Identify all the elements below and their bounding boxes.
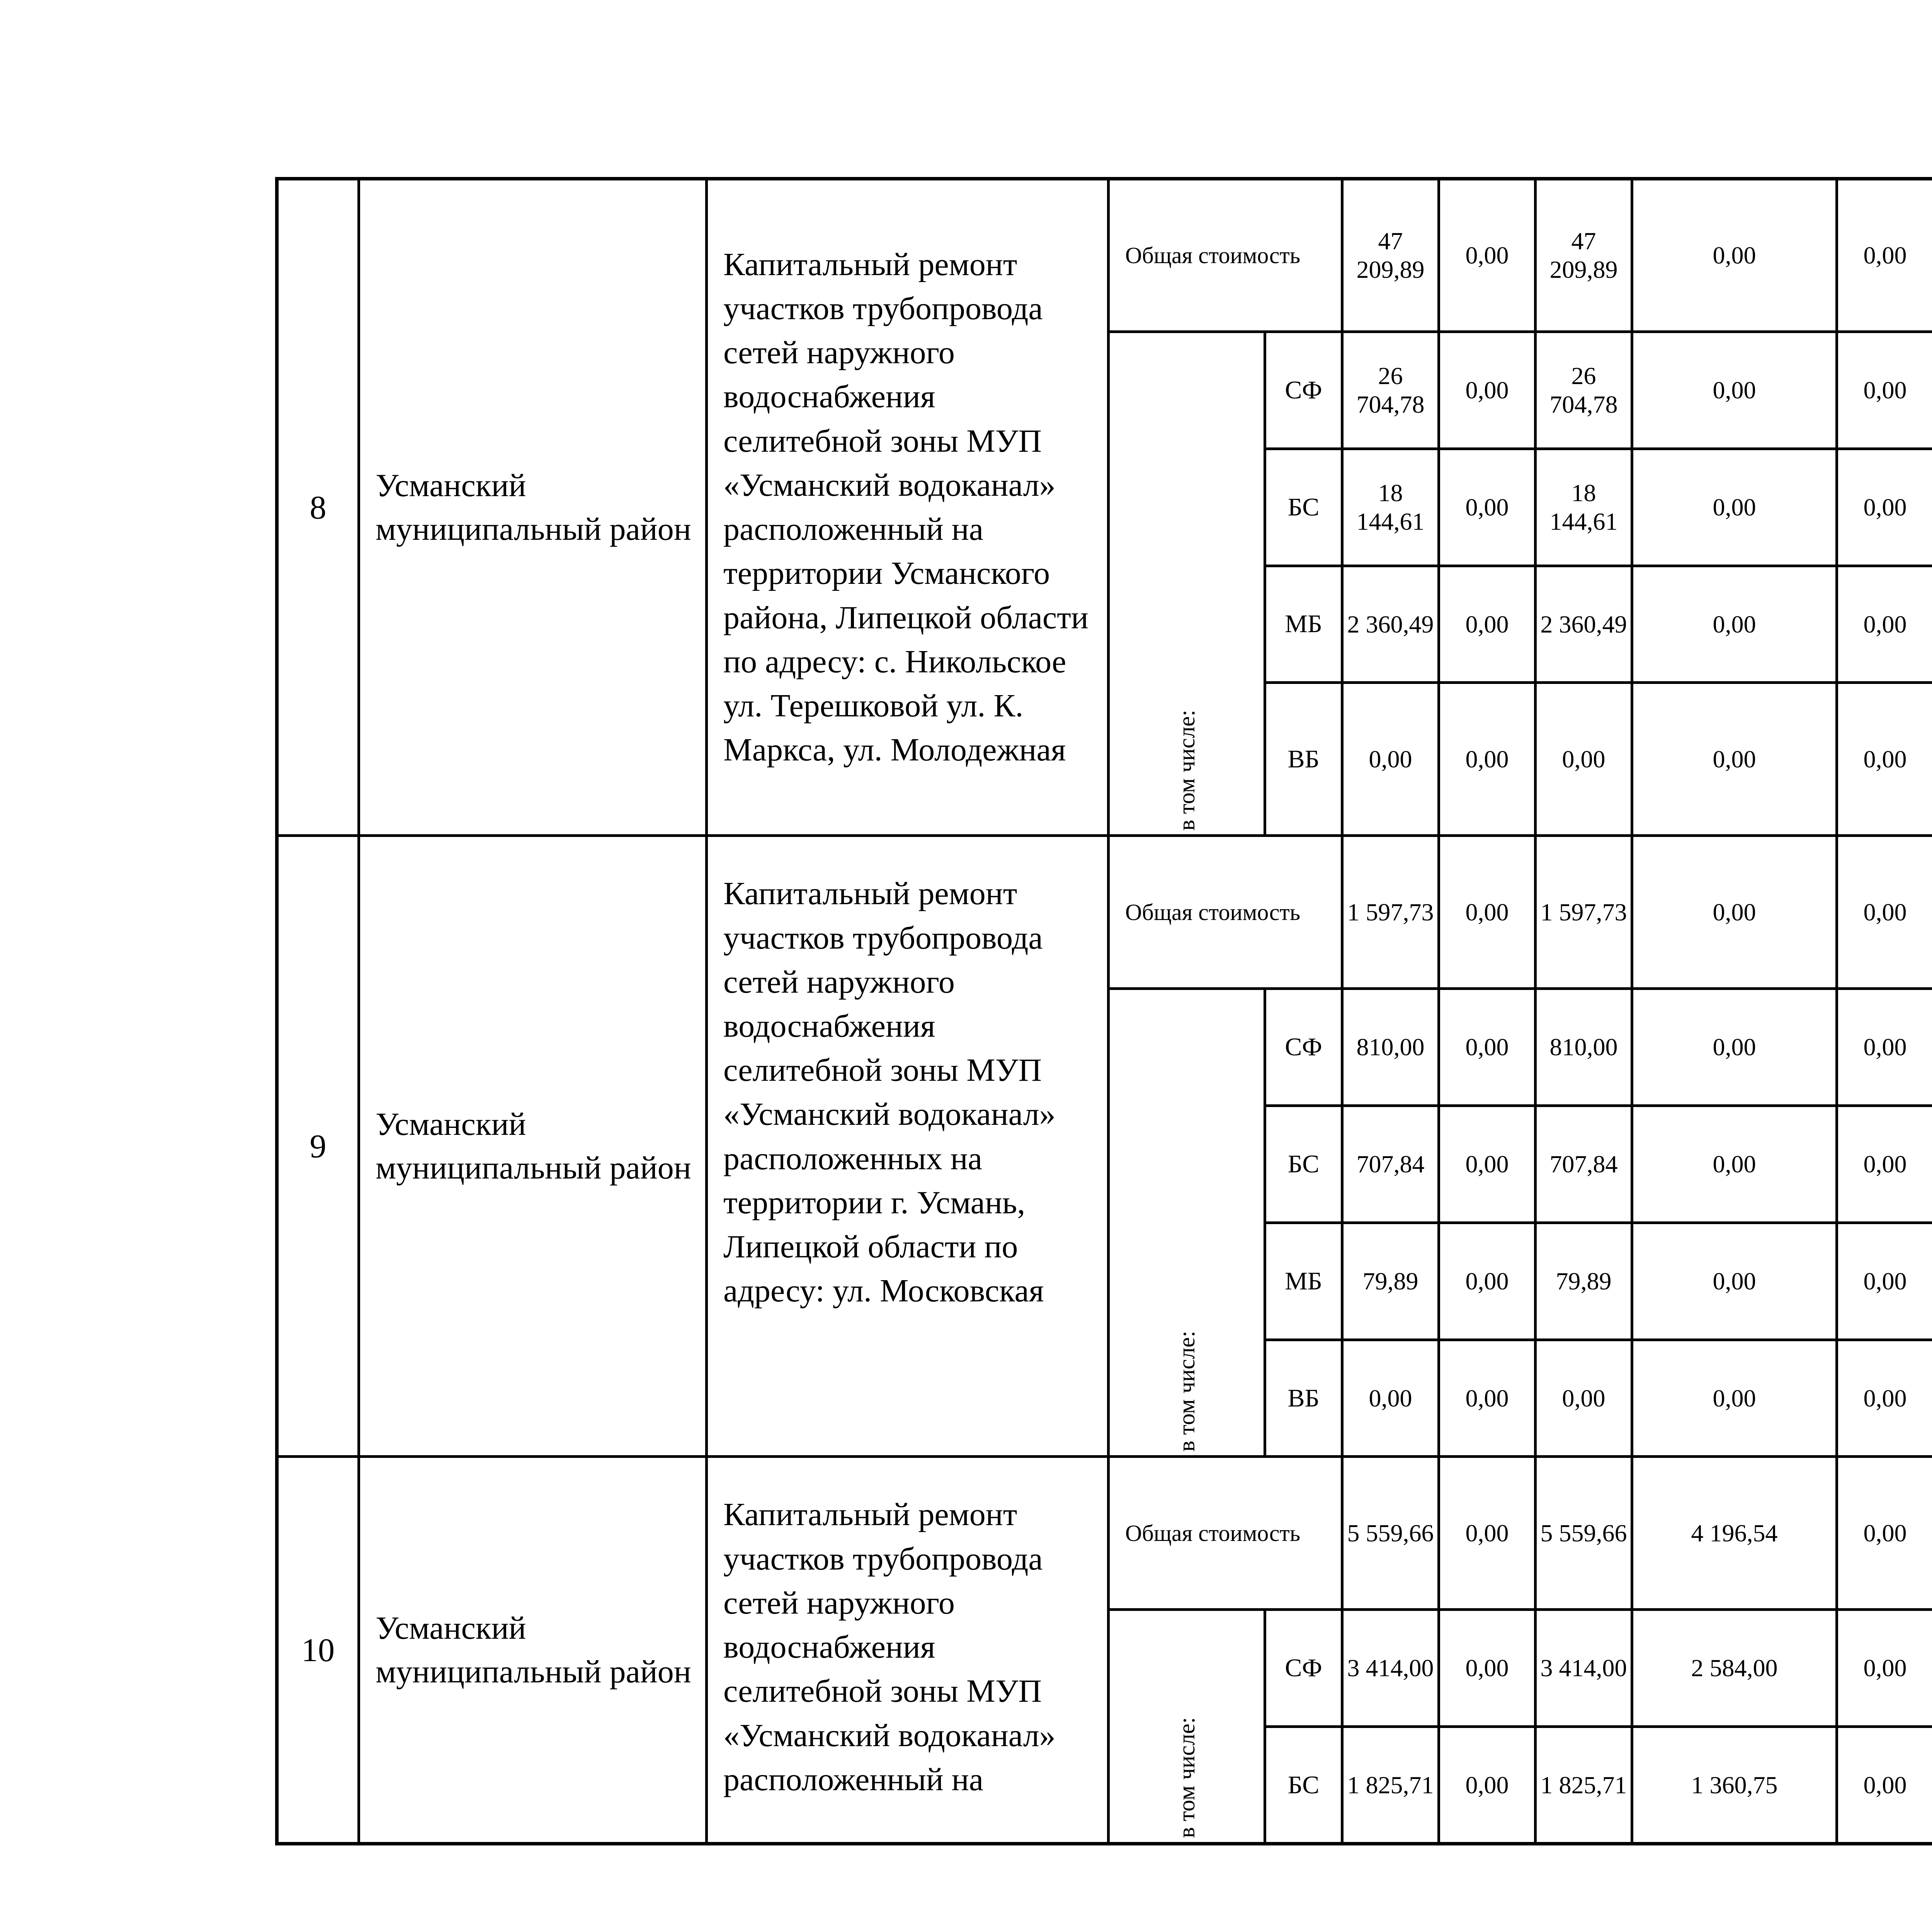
included-label: в том числе:	[1173, 1330, 1199, 1452]
total-cost-label: Общая стоимость	[1109, 1457, 1342, 1610]
funding-cost-d: 0,00	[1837, 566, 1932, 683]
total-cost-d: 0,00	[1837, 1457, 1932, 1610]
funding-source-code: МБ	[1265, 566, 1342, 683]
funding-cost-a: 0,00	[1439, 449, 1536, 566]
funding-cost-c: 0,00	[1632, 332, 1837, 449]
funding-cost-a: 0,00	[1439, 332, 1536, 449]
funding-source-code: СФ	[1265, 989, 1342, 1106]
funding-cost-a: 0,00	[1439, 683, 1536, 836]
funding-cost-b: 2 360,49	[1536, 566, 1632, 683]
funding-cost-total: 18 144,61	[1342, 449, 1439, 566]
total-cost-a: 0,00	[1439, 1457, 1536, 1610]
funding-cost-a: 0,00	[1439, 989, 1536, 1106]
budget-table	[275, 177, 1932, 1845]
project-description: Капитальный ремонт участков трубопровода сетей наружного водоснабжения селитебной зоны МУП «Усманский водоканал» расположенный на территории Усманского района, Липецкой области по адресу: с. Никольское ул. Терешковой ул. К. Маркса, ул. Молодежная	[707, 179, 1109, 836]
total-cost-c: 0,00	[1632, 836, 1837, 989]
funding-cost-c: 0,00	[1632, 1106, 1837, 1223]
funding-cost-total: 707,84	[1342, 1106, 1439, 1223]
row-number: 8	[277, 179, 359, 836]
total-cost-total: 1 597,73	[1342, 836, 1439, 989]
funding-cost-total: 0,00	[1342, 683, 1439, 836]
funding-cost-total: 3 414,00	[1342, 1610, 1439, 1727]
total-cost-b: 5 559,66	[1536, 1457, 1632, 1610]
funding-cost-d: 0,00	[1837, 989, 1932, 1106]
funding-cost-b: 707,84	[1536, 1106, 1632, 1223]
funding-cost-d: 0,00	[1837, 1223, 1932, 1340]
funding-cost-a: 0,00	[1439, 1727, 1536, 1844]
total-cost-a: 0,00	[1439, 836, 1536, 989]
total-cost-c: 0,00	[1632, 179, 1837, 332]
funding-cost-a: 0,00	[1439, 1223, 1536, 1340]
funding-cost-b: 810,00	[1536, 989, 1632, 1106]
funding-cost-c: 0,00	[1632, 566, 1837, 683]
total-cost-total: 5 559,66	[1342, 1457, 1439, 1610]
district-name: Усманский муниципальный район	[359, 1457, 707, 1844]
funding-source-code: МБ	[1265, 1223, 1342, 1340]
included-label-cell	[1109, 332, 1265, 836]
funding-cost-b: 26 704,78	[1536, 332, 1632, 449]
funding-cost-b: 1 825,71	[1536, 1727, 1632, 1844]
project-description: Капитальный ремонт участков трубопровода сетей наружного водоснабжения селитебной зоны МУП «Усманский водоканал» расположенный на	[707, 1457, 1109, 1844]
total-cost-label: Общая стоимость	[1109, 836, 1342, 989]
funding-cost-c: 0,00	[1632, 683, 1837, 836]
funding-cost-d: 0,00	[1837, 332, 1932, 449]
total-cost-c: 4 196,54	[1632, 1457, 1837, 1610]
funding-cost-d: 0,00	[1837, 1340, 1932, 1457]
district-name: Усманский муниципальный район	[359, 179, 707, 836]
funding-source-code: БС	[1265, 1727, 1342, 1844]
funding-cost-c: 0,00	[1632, 449, 1837, 566]
total-cost-a: 0,00	[1439, 179, 1536, 332]
funding-cost-b: 79,89	[1536, 1223, 1632, 1340]
funding-cost-a: 0,00	[1439, 1610, 1536, 1727]
funding-cost-b: 0,00	[1536, 1340, 1632, 1457]
total-cost-label: Общая стоимость	[1109, 179, 1342, 332]
funding-cost-c: 0,00	[1632, 989, 1837, 1106]
funding-cost-d: 0,00	[1837, 1610, 1932, 1727]
funding-source-code: СФ	[1265, 332, 1342, 449]
block-8-total-row	[277, 179, 1932, 332]
funding-cost-b: 3 414,00	[1536, 1610, 1632, 1727]
funding-cost-total: 26 704,78	[1342, 332, 1439, 449]
funding-cost-a: 0,00	[1439, 1106, 1536, 1223]
block-9-total-row	[277, 836, 1932, 989]
funding-cost-total: 0,00	[1342, 1340, 1439, 1457]
total-cost-b: 1 597,73	[1536, 836, 1632, 989]
funding-cost-total: 2 360,49	[1342, 566, 1439, 683]
funding-cost-total: 79,89	[1342, 1223, 1439, 1340]
total-cost-d: 0,00	[1837, 836, 1932, 989]
district-name: Усманский муниципальный район	[359, 836, 707, 1457]
funding-cost-c: 0,00	[1632, 1340, 1837, 1457]
funding-cost-c: 1 360,75	[1632, 1727, 1837, 1844]
total-cost-total: 47 209,89	[1342, 179, 1439, 332]
row-number: 9	[277, 836, 359, 1457]
funding-cost-b: 18 144,61	[1536, 449, 1632, 566]
funding-cost-c: 2 584,00	[1632, 1610, 1837, 1727]
included-label-cell	[1109, 1610, 1265, 1844]
project-description: Капитальный ремонт участков трубопровода сетей наружного водоснабжения селитебной зоны МУП «Усманский водоканал» расположенных на территории г. Усмань, Липецкой области по адресу: ул. Московская	[707, 836, 1109, 1457]
funding-cost-d: 0,00	[1837, 683, 1932, 836]
included-label: в том числе:	[1173, 1717, 1199, 1838]
total-cost-b: 47 209,89	[1536, 179, 1632, 332]
funding-source-code: СФ	[1265, 1610, 1342, 1727]
funding-cost-a: 0,00	[1439, 1340, 1536, 1457]
funding-cost-c: 0,00	[1632, 1223, 1837, 1340]
funding-source-code: ВБ	[1265, 1340, 1342, 1457]
row-number: 10	[277, 1457, 359, 1844]
funding-cost-total: 1 825,71	[1342, 1727, 1439, 1844]
funding-cost-a: 0,00	[1439, 566, 1536, 683]
funding-source-code: БС	[1265, 449, 1342, 566]
included-label-cell	[1109, 989, 1265, 1457]
funding-source-code: ВБ	[1265, 683, 1342, 836]
funding-cost-b: 0,00	[1536, 683, 1632, 836]
block-10-total-row	[277, 1457, 1932, 1610]
funding-cost-d: 0,00	[1837, 1727, 1932, 1844]
budget-table-body	[277, 179, 1932, 1844]
included-label: в том числе:	[1173, 709, 1199, 831]
funding-cost-d: 0,00	[1837, 449, 1932, 566]
funding-source-code: БС	[1265, 1106, 1342, 1223]
funding-cost-total: 810,00	[1342, 989, 1439, 1106]
funding-cost-d: 0,00	[1837, 1106, 1932, 1223]
total-cost-d: 0,00	[1837, 179, 1932, 332]
